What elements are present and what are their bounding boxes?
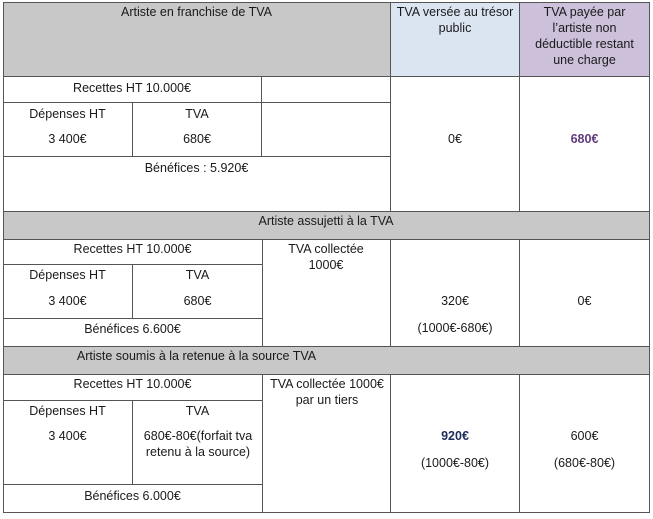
rule [390, 2, 391, 212]
s2-tresor-value: 320€ [441, 294, 469, 308]
s3-depenses-value: 3 400€ [48, 429, 87, 443]
s2-title: Artiste assujetti à la TVA [258, 214, 394, 228]
rule [3, 374, 650, 375]
rule [3, 156, 390, 157]
rule [262, 239, 263, 347]
s3-artiste-value: 600€ [570, 429, 599, 443]
s2-tresor-detail: (1000€-680€) [417, 321, 493, 335]
s3-recettes: Recettes HT 10.000€ [73, 377, 192, 391]
s1-depenses-label: Dépenses HT [29, 107, 106, 121]
s2-benefices: Bénéfices 6.600€ [84, 322, 181, 336]
s3-tva-collectee: TVA collectée 1000€ par un tiers [270, 377, 384, 407]
rule [519, 2, 520, 212]
s3-tresor-detail: (1000€-80€) [420, 456, 490, 470]
s2-tva-value: 680€ [183, 294, 212, 308]
s1-recettes: Recettes HT 10.000€ [73, 81, 191, 95]
header-tva-artiste: TVA payée par l’artiste non déductible restant une charge [535, 5, 634, 67]
s1-benefices: Bénéfices : 5.920€ [144, 161, 249, 175]
s2-recettes: Recettes HT 10.000€ [73, 242, 192, 256]
s3-depenses-label: Dépenses HT [29, 404, 106, 418]
rule [3, 2, 650, 3]
s3-tva-label: TVA [185, 404, 210, 418]
s2-depenses-value: 3 400€ [48, 294, 87, 308]
rule [3, 102, 390, 103]
header-tva-tresor: TVA versée au trésor public [396, 5, 514, 35]
rule [3, 346, 650, 347]
s2-tva-label: TVA [185, 268, 210, 282]
rule [3, 512, 650, 513]
rule [3, 239, 650, 240]
s2-artiste-value: 0€ [577, 294, 592, 308]
s3-tresor-value: 920€ [441, 429, 469, 443]
s1-depenses-value: 3 400€ [48, 132, 87, 146]
s1-tresor-value: 0€ [448, 132, 462, 146]
s2-tva-collectee: TVA collectée 1000€ [288, 242, 364, 272]
s3-benefices: Bénéfices 6.000€ [84, 489, 181, 503]
rule [261, 76, 262, 157]
s1-artiste-value: 680€ [570, 132, 599, 146]
header-title: Artiste en franchise de TVA [120, 5, 272, 19]
s3-tva-value: 680€-80€(forfait tva retenu à la source) [143, 429, 253, 459]
rule [3, 76, 650, 77]
rule [649, 2, 650, 513]
s1-tva-label: TVA [185, 107, 209, 121]
rule [262, 374, 263, 513]
s1-tva-value: 680€ [183, 132, 211, 146]
s3-title: Artiste soumis à la retenue à la source TVA [76, 349, 317, 363]
s3-artiste-detail: (680€-80€) [553, 456, 616, 470]
s2-depenses-label: Dépenses HT [29, 268, 106, 282]
rule [3, 211, 650, 212]
